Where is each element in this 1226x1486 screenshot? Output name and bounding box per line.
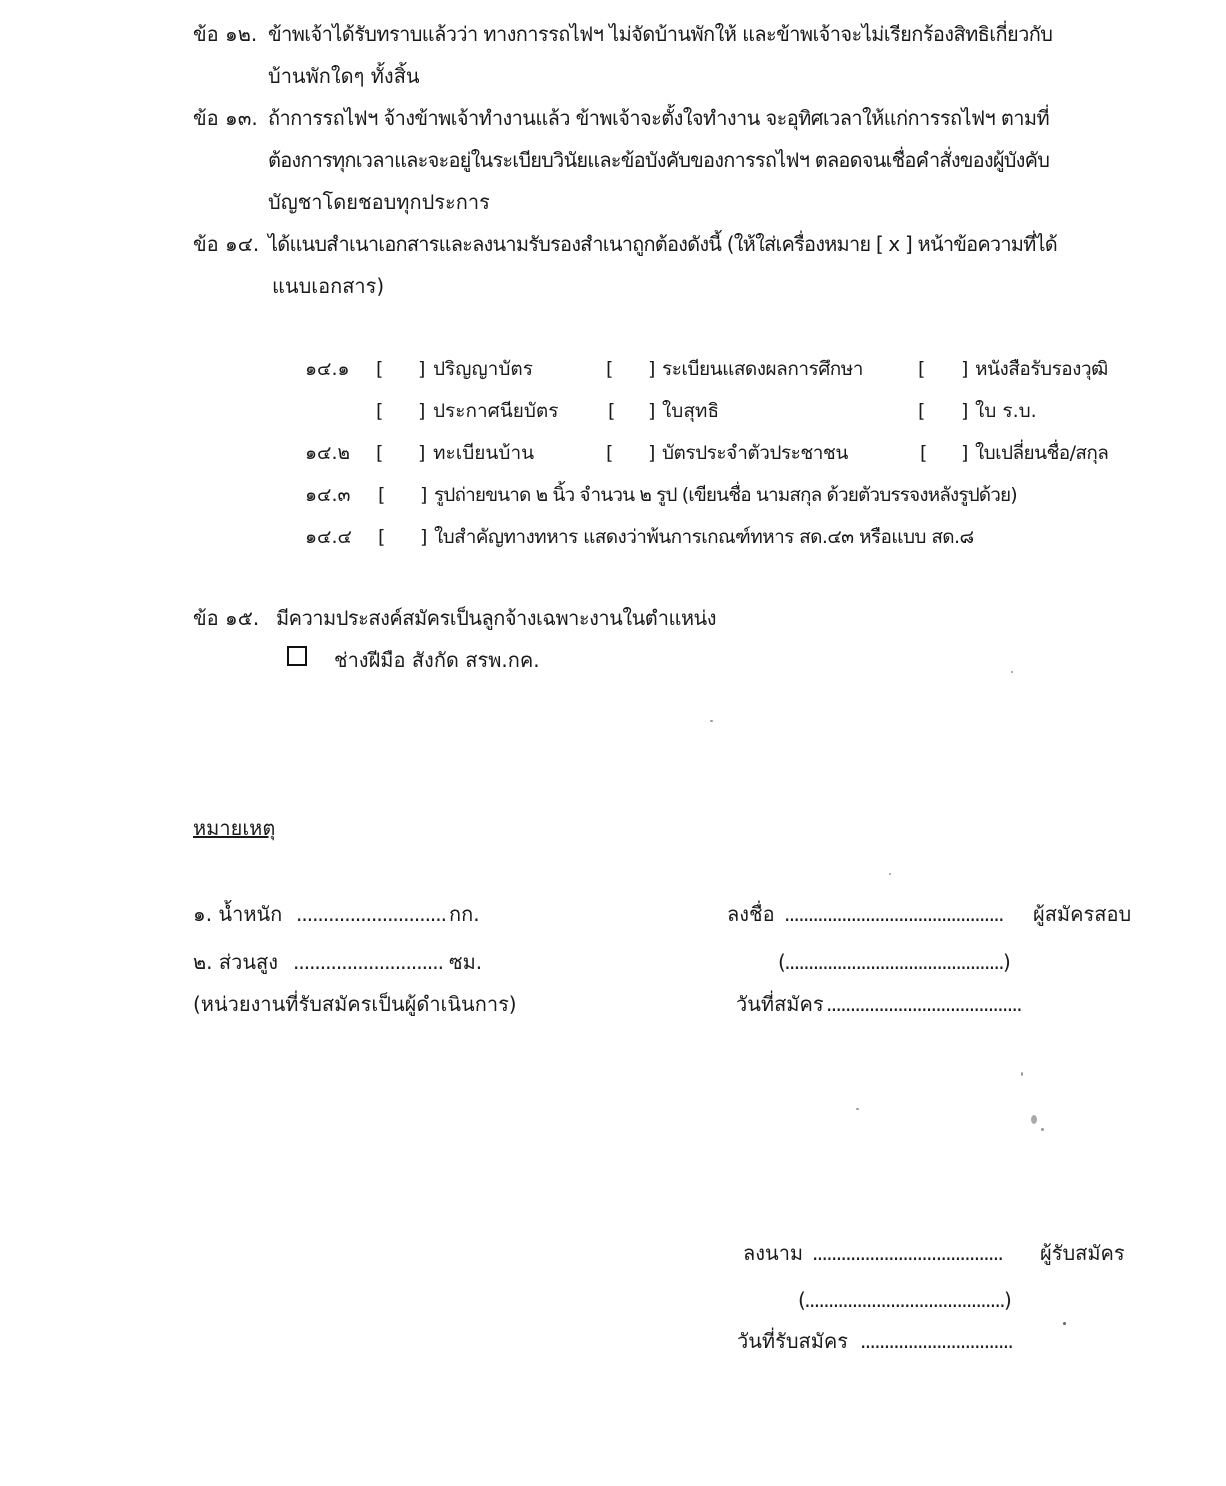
remarks-note: (หน่วยงานที่รับสมัครเป็นผู้ดำเนินการ) — [193, 992, 517, 1016]
clause-13-line2: ต้องการทุกเวลาและจะอยู่ในระเบียบวินัยและข้อบังคับของการรถไฟฯ ตลอดจนเชื่อคำสั่งของผู้บังคับ — [268, 148, 1050, 172]
clause-13-line1: ถ้าการรถไฟฯ จ้างข้าพเจ้าทำงานแล้ว ข้าพเจ้าจะตั้งใจทำงาน จะอุทิศเวลาให้แก่การรถไฟฯ ตามที่ — [268, 106, 1050, 130]
checkbox-bracket-close[interactable]: ] — [961, 358, 969, 380]
clause-14-label: ข้อ ๑๔. — [193, 232, 260, 256]
checkbox-bracket-close[interactable]: ] — [418, 442, 426, 464]
application-date-label: วันที่สมัคร — [736, 992, 824, 1016]
checkbox-bracket-open[interactable]: [ — [606, 358, 614, 380]
weight-label: ๑. น้ำหนัก — [193, 902, 283, 926]
checkbox-bracket-close[interactable]: ] — [648, 400, 656, 422]
checkbox-bracket-open[interactable]: [ — [378, 526, 386, 548]
weight-unit: กก. — [449, 902, 480, 926]
attachment-id-card: บัตรประจำตัวประชาชน — [662, 442, 848, 464]
attachment-certificate-of-qualification: หนังสือรับรองวุฒิ — [975, 358, 1108, 380]
scan-speck — [856, 1108, 859, 1110]
scan-speck — [1041, 1128, 1044, 1131]
position-checkbox[interactable] — [287, 646, 307, 666]
checkbox-bracket-open[interactable]: [ — [376, 442, 384, 464]
attachment-house-registration: ทะเบียนบ้าน — [433, 442, 535, 464]
height-label: ๒. ส่วนสูง — [193, 950, 278, 974]
attachment-number-14-4: ๑๔.๔ — [305, 526, 352, 548]
receipt-date-label: วันที่รับสมัคร — [737, 1329, 849, 1353]
application-date-field[interactable]: ......................................... — [826, 992, 1022, 1016]
attachment-diploma: ประกาศนียบัตร — [433, 400, 559, 422]
receiver-role: ผู้รับสมัคร — [1040, 1241, 1125, 1265]
checkbox-bracket-open[interactable]: [ — [606, 442, 614, 464]
checkbox-bracket-close[interactable]: ] — [648, 358, 656, 380]
attachment-school-certificate: ใบสุทธิ — [662, 400, 720, 422]
applicant-sign-label: ลงชื่อ — [727, 902, 775, 926]
scan-speck — [710, 720, 713, 722]
clause-15-text: มีความประสงค์สมัครเป็นลูกจ้างเฉพาะงานในตำแหน่ง — [276, 606, 716, 630]
checkbox-bracket-close[interactable]: ] — [420, 484, 428, 506]
clause-12-line2: บ้านพักใดๆ ทั้งสิ้น — [268, 64, 420, 88]
checkbox-bracket-open[interactable]: [ — [376, 358, 384, 380]
receiver-sign-label: ลงนาม — [743, 1241, 804, 1265]
attachment-military-document: ใบสำคัญทางทหาร แสดงว่าพ้นการเกณฑ์ทหาร สด.๔๓ หรือแบบ สด.๘ — [434, 526, 974, 548]
attachment-photo: รูปถ่ายขนาด ๒ นิ้ว จำนวน ๒ รูป (เขียนชื่อ นามสกุล ด้วยตัวบรรจงหลังรูปด้วย) — [434, 484, 1017, 506]
clause-13-line3: บัญชาโดยชอบทุกประการ — [268, 190, 490, 214]
checkbox-bracket-close[interactable]: ] — [420, 526, 428, 548]
attachment-name-change: ใบเปลี่ยนชื่อ/สกุล — [975, 442, 1109, 464]
checkbox-bracket-close[interactable]: ] — [961, 442, 969, 464]
height-unit: ซม. — [449, 950, 483, 974]
position-option-label: ช่างฝีมือ สังกัด สรพ.กค. — [334, 648, 540, 672]
scan-speck — [889, 873, 891, 875]
checkbox-bracket-open[interactable]: [ — [918, 358, 926, 380]
applicant-role: ผู้สมัครสอบ — [1033, 902, 1132, 926]
clause-14-line2: แนบเอกสาร) — [272, 274, 385, 298]
checkbox-bracket-close[interactable]: ] — [648, 442, 656, 464]
scan-speck — [1021, 1072, 1023, 1076]
scan-speck — [1011, 671, 1013, 673]
attachment-number-14-3: ๑๔.๓ — [305, 484, 351, 506]
checkbox-bracket-open[interactable]: [ — [378, 484, 386, 506]
checkbox-bracket-close[interactable]: ] — [418, 400, 426, 422]
applicant-signature-field[interactable]: .............................................. — [784, 902, 1003, 926]
attachment-number-14-1: ๑๔.๑ — [305, 358, 350, 380]
clause-14-line1: ได้แนบสำเนาเอกสารและลงนามรับรองสำเนาถูกต้องดังนี้ (ให้ใส่เครื่องหมาย [ x ] หน้าข้อความที่ได้ — [268, 232, 1057, 256]
scan-speck — [1063, 1322, 1066, 1325]
receipt-date-field[interactable]: ................................ — [860, 1329, 1013, 1353]
attachment-number-14-2: ๑๔.๒ — [305, 442, 351, 464]
weight-input[interactable]: ............................ — [296, 902, 447, 926]
clause-12-label: ข้อ ๑๒. — [193, 22, 258, 46]
remarks-title: หมายเหตุ — [193, 816, 276, 840]
clause-13-label: ข้อ ๑๓. — [193, 106, 258, 130]
scan-speck — [1031, 1115, 1037, 1124]
checkbox-bracket-open[interactable]: [ — [376, 400, 384, 422]
receiver-signature-field[interactable]: ........................................ — [812, 1241, 1003, 1265]
clause-15-label: ข้อ ๑๕. — [193, 606, 260, 630]
checkbox-bracket-close[interactable]: ] — [418, 358, 426, 380]
attachment-ror-bor: ใบ ร.บ. — [975, 400, 1037, 422]
checkbox-bracket-open[interactable]: [ — [920, 442, 928, 464]
checkbox-bracket-open[interactable]: [ — [918, 400, 926, 422]
checkbox-bracket-open[interactable]: [ — [608, 400, 616, 422]
receiver-name-field[interactable]: (..........................................) — [798, 1288, 1011, 1312]
checkbox-bracket-close[interactable]: ] — [961, 400, 969, 422]
attachment-degree: ปริญญาบัตร — [433, 358, 533, 380]
applicant-name-field[interactable]: (..............................................) — [778, 950, 1010, 974]
height-input[interactable]: ............................ — [293, 950, 444, 974]
clause-12-line1: ข้าพเจ้าได้รับทราบแล้วว่า ทางการรถไฟฯ ไม่จัดบ้านพักให้ และข้าพเจ้าจะไม่เรียกร้องสิทธิเกี่ยวกับ — [268, 22, 1053, 46]
attachment-transcript: ระเบียนแสดงผลการศึกษา — [662, 358, 863, 380]
